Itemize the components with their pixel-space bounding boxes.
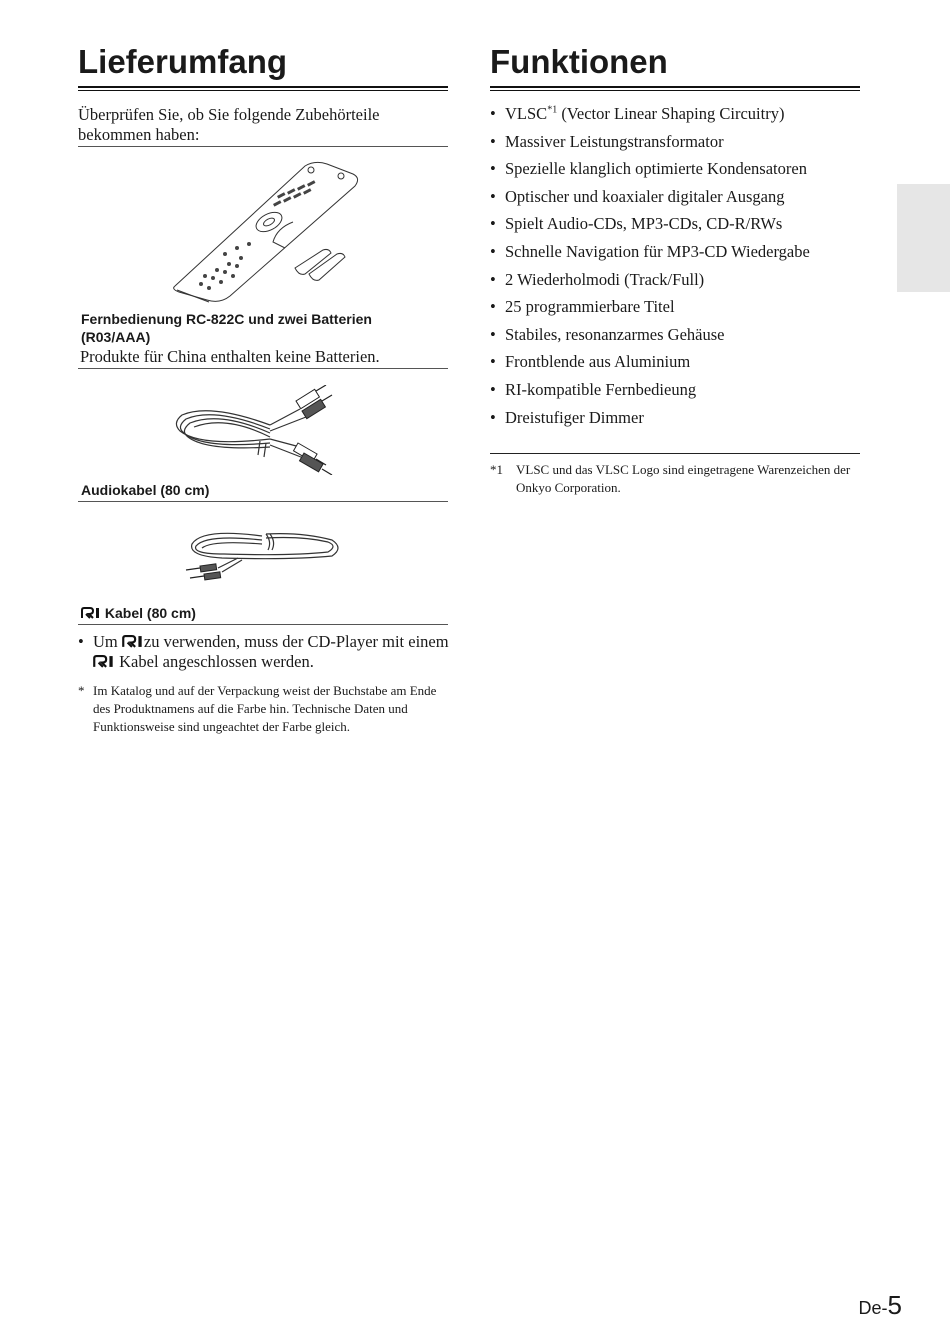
left-footnote-text: Im Katalog und auf der Verpackung weist der Buchstabe am Ende des Produktnamens auf die Farbe hin. Technische Daten und Funktionsweise sind ungeachtet der Farbe gleich.	[93, 683, 437, 734]
ri-cable-caption	[81, 604, 421, 622]
vlsc-label: VLSC	[505, 104, 548, 123]
page-number	[859, 1290, 902, 1321]
title-rule	[490, 86, 860, 91]
feature-item: • 2 Wiederholmodi (Track/Full)	[490, 269, 705, 289]
feature-item: • Stabiles, resonanzarmes Gehäuse	[490, 324, 725, 344]
feature-item: • Optischer und koaxialer digitaler Ausgang	[490, 186, 785, 206]
page-num: 5	[887, 1290, 902, 1320]
ri-cable-illustration	[182, 528, 344, 588]
page-prefix: De-	[858, 1298, 888, 1318]
ri-logo-icon	[122, 635, 144, 648]
feature-item: • Spielt Audio-CDs, MP3-CDs, CD-R/RWs	[490, 214, 783, 234]
feature-list	[490, 104, 870, 435]
ri-bullet: • Um zu verwenden, muss der CD-Player mit einem Kabel angeschlossen werden.	[78, 632, 449, 671]
title-rule	[78, 86, 448, 91]
feature-item: • Frontblende aus Aluminium	[490, 352, 691, 372]
ri-logo-icon	[93, 655, 115, 668]
left-footnote-mark: *	[78, 683, 85, 698]
feature-item: • Schnelle Navigation für MP3-CD Wiedergabe	[490, 241, 810, 261]
section-title-funktionen: Funktionen	[490, 43, 668, 80]
ri-bullet-text-c: Kabel angeschlossen werden.	[119, 652, 314, 671]
ri-bullet-text-b: zu verwenden, muss der CD-Player mit einem	[143, 632, 449, 651]
ri-bullet-text-a: Um	[93, 632, 118, 651]
remote-caption: Fernbedienung RC-822C und zwei Batterien (R03/AAA)	[81, 311, 372, 345]
intro-text: Überprüfen Sie, ob Sie folgende Zubehörteile bekommen haben:	[78, 105, 380, 144]
remote-control-illustration	[165, 158, 365, 303]
audio-cable-caption: Audiokabel (80 cm)	[81, 482, 210, 498]
divider	[78, 624, 448, 625]
feature-item: • RI-kompatible Fernbedieung	[490, 379, 697, 399]
right-footnote-mark: *1	[490, 462, 503, 477]
feature-item: • Dreistufiger Dimmer	[490, 407, 644, 427]
feature-item: • Spezielle klanglich optimierte Kondensatoren	[490, 159, 807, 179]
side-tab	[897, 184, 950, 292]
audio-cable-illustration	[170, 385, 360, 475]
vlsc-rest: (Vector Linear Shaping Circuitry)	[557, 104, 785, 123]
remote-note: Produkte für China enthalten keine Batterien.	[80, 347, 380, 366]
right-footnote-text: VLSC und das VLSC Logo sind eingetragene Warenzeichen der Onkyo Corporation.	[516, 462, 851, 495]
feature-item: • 25 programmierbare Titel	[490, 297, 675, 317]
section-title-lieferumfang: Lieferumfang	[78, 43, 288, 80]
footnote-ref: *1	[547, 104, 558, 116]
divider	[490, 453, 860, 454]
divider	[78, 146, 448, 147]
left-footnote	[78, 682, 450, 736]
right-footnote	[490, 461, 860, 497]
divider	[78, 368, 448, 369]
ri-caption-text: Kabel (80 cm)	[104, 605, 196, 621]
feature-item: • Massiver Leistungstransformator	[490, 131, 724, 151]
ri-logo-icon	[81, 607, 101, 619]
divider	[78, 501, 448, 502]
feature-item: • VLSC$^{*1}$ (Vector Linear Shaping Circuitry)	[490, 104, 785, 123]
